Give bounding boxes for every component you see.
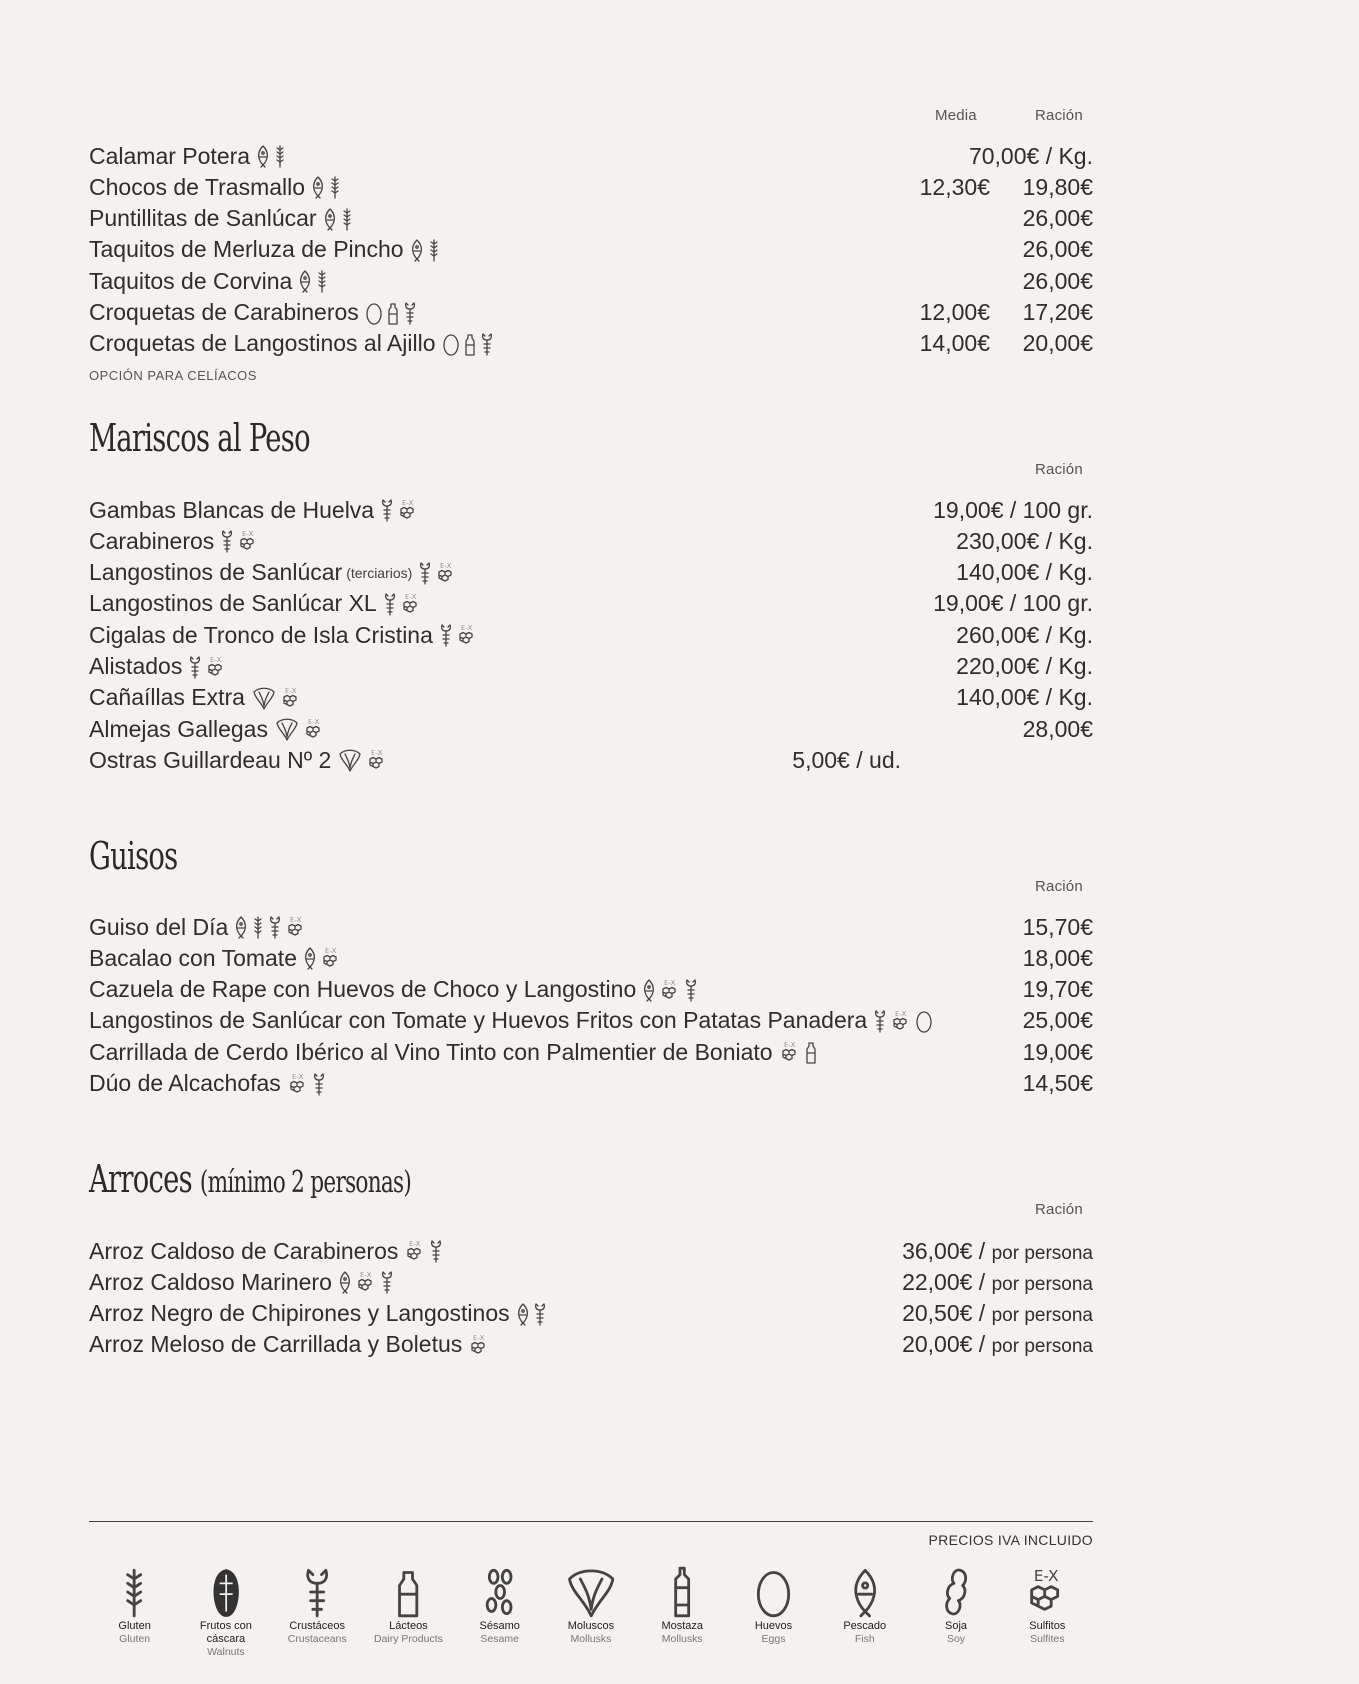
fish-icon xyxy=(234,915,248,939)
price-racion: 28,00€ xyxy=(1022,715,1093,742)
menu-item-name xyxy=(89,497,419,524)
item-name-text: Dúo de Alcachofas xyxy=(89,1070,281,1096)
svg-text:E-X: E-X xyxy=(290,916,302,924)
legend-label-es: Mostaza xyxy=(661,1620,704,1632)
price-unit: por persona xyxy=(991,1273,1093,1295)
legend-icon xyxy=(563,1560,619,1618)
legend-label-en: Gluten xyxy=(119,1633,151,1645)
price-racion: 26,00€ xyxy=(1022,236,1093,263)
svg-text:E-X: E-X xyxy=(307,718,320,727)
menu-item-name xyxy=(89,268,329,295)
legend-label-es: Sésamo xyxy=(479,1620,520,1632)
allergen-icons xyxy=(404,1239,443,1263)
allergen-icons xyxy=(234,915,307,939)
section-title-mariscos: Mariscos al Peso xyxy=(89,416,310,460)
menu-item-name xyxy=(89,976,698,1003)
allergen-icons xyxy=(311,175,342,199)
menu-item xyxy=(89,620,1093,650)
price-racion: 20,00€ xyxy=(1022,330,1093,357)
menu-item xyxy=(89,975,1093,1005)
menu-item-name xyxy=(89,622,478,649)
col-header-media: Media xyxy=(935,107,977,124)
allergen-icons xyxy=(298,269,329,293)
sulphite-icon xyxy=(779,1040,801,1064)
allergen-legend xyxy=(89,1560,1093,1659)
legend-icon xyxy=(211,1560,241,1618)
legend-label-es: Frutos con cáscara xyxy=(199,1620,252,1645)
menu-item-name xyxy=(89,1070,326,1097)
menu-item xyxy=(89,1299,1093,1329)
svg-text:E-X: E-X xyxy=(895,1009,907,1018)
item-name-text: Carrillada de Cerdo Ibérico al Vino Tinto con Palmentier de Boniato xyxy=(89,1038,773,1065)
milk-icon xyxy=(463,332,477,356)
item-name-text: Cañaíllas Extra xyxy=(89,684,245,711)
fish-icon xyxy=(298,269,312,293)
allergen-icons xyxy=(323,207,354,231)
item-name-text: Croquetas de Langostinos al Ajillo xyxy=(89,330,436,357)
legend-label-en: Walnuts xyxy=(207,1646,245,1658)
fish-icon xyxy=(256,144,270,168)
price-racion: 19,00€ / 100 gr. xyxy=(933,590,1093,617)
menu-item xyxy=(89,683,1093,713)
svg-text:E-X: E-X xyxy=(460,624,473,633)
item-name-text: Arroz Meloso de Carrillada y Boletus xyxy=(89,1331,463,1358)
allergen-icons xyxy=(383,592,422,616)
item-name-text: Ostras Guillardeau Nº 2 xyxy=(89,746,332,773)
menu-item-name xyxy=(89,528,259,555)
sulphite-icon xyxy=(435,561,457,585)
legend-item xyxy=(454,1560,545,1659)
egg-icon xyxy=(915,1009,933,1033)
crustacean-icon xyxy=(268,915,282,939)
menu-item-name xyxy=(89,914,307,941)
item-name-text: Langostinos de Sanlúcar xyxy=(89,559,343,586)
crustacean-icon xyxy=(403,301,417,325)
menu-item xyxy=(89,714,1093,744)
item-name-text: Langostinos de Sanlúcar XL xyxy=(89,590,377,617)
egg-icon xyxy=(442,332,460,356)
price-racion: 15,70€ xyxy=(1022,913,1093,940)
price-amount: 20,50€ / xyxy=(902,1300,992,1327)
legend-item xyxy=(272,1560,363,1659)
menu-item xyxy=(89,558,1093,588)
legend-icon xyxy=(850,1560,880,1618)
price-racion: 26,00€ xyxy=(1022,267,1093,294)
menu-item-name xyxy=(89,236,441,263)
menu-item xyxy=(89,589,1093,619)
legend-label-en: Dairy Products xyxy=(374,1633,443,1645)
legend-label-es: Moluscos xyxy=(567,1620,615,1632)
menu-item xyxy=(89,745,1093,775)
soy-icon xyxy=(941,1566,971,1618)
price-racion: 230,00€ / Kg. xyxy=(956,527,1093,554)
price-racion: 25,00€ xyxy=(1022,1007,1093,1034)
menu-item xyxy=(89,141,1093,171)
gluten-icon xyxy=(328,175,342,199)
item-name-text: Calamar Potera xyxy=(89,142,251,169)
svg-text:E-X: E-X xyxy=(284,686,297,695)
price-media: 14,00€ xyxy=(919,330,990,357)
crustacean-icon xyxy=(383,592,397,616)
legend-icon xyxy=(393,1560,423,1618)
legend-label-en: Fish xyxy=(854,1633,875,1645)
mollusk-icon xyxy=(251,686,277,710)
menu-item xyxy=(89,943,1093,973)
sulphite-icon xyxy=(404,1239,426,1263)
sulphite-icon xyxy=(400,592,422,616)
menu-item xyxy=(89,329,1093,359)
sulphite-icon xyxy=(890,1009,912,1033)
menu-item-name xyxy=(89,1039,818,1066)
fish-icon xyxy=(516,1302,530,1326)
crustacean-icon xyxy=(380,1270,394,1294)
mollusk-icon xyxy=(274,717,300,741)
sulphite-icon xyxy=(320,946,342,970)
allergen-icons xyxy=(642,978,698,1002)
legend-item xyxy=(819,1560,910,1659)
crustacean-icon xyxy=(439,623,453,647)
legend-label-es: Soja xyxy=(945,1620,968,1632)
menu-item-name xyxy=(89,590,422,617)
sulphite-icon xyxy=(397,498,419,522)
egg-icon xyxy=(754,1566,793,1618)
vat-note: PRECIOS IVA INCLUIDO xyxy=(928,1532,1093,1548)
fish-icon xyxy=(850,1566,880,1618)
col-header-racion: Ración xyxy=(1035,878,1083,895)
milk-icon xyxy=(386,301,400,325)
price-amount: 36,00€ / xyxy=(902,1237,992,1264)
price-media: 5,00€ / ud. xyxy=(792,746,901,773)
menu-item xyxy=(89,172,1093,202)
item-name-text: Chocos de Trasmallo xyxy=(89,173,306,200)
allergen-icons xyxy=(251,686,302,710)
menu-item-name xyxy=(89,330,494,357)
section-title-arroces xyxy=(89,1157,411,1201)
menu-item xyxy=(89,495,1093,525)
menu-item-name xyxy=(89,1007,933,1034)
legend-label-es: Sulfitos xyxy=(1029,1620,1066,1632)
menu-item xyxy=(89,652,1093,682)
allergen-icons xyxy=(418,561,457,585)
price-racion: 19,80€ xyxy=(1022,173,1093,200)
milk-icon xyxy=(393,1566,423,1618)
price-racion: 260,00€ / Kg. xyxy=(956,621,1093,648)
menu-item xyxy=(89,235,1093,265)
item-name-text: Arroz Caldoso de Carabineros xyxy=(89,1237,399,1264)
svg-text:E-X: E-X xyxy=(402,499,414,507)
crustacean-icon xyxy=(220,529,234,553)
allergen-icons xyxy=(380,498,419,522)
mollusk-icon xyxy=(563,1566,619,1618)
item-name-text: Bacalao con Tomate xyxy=(89,944,297,971)
menu-item-name xyxy=(89,299,417,326)
allergen-icons xyxy=(256,144,287,168)
mollusk-icon xyxy=(337,748,363,772)
menu-item xyxy=(89,1006,1093,1036)
menu-item xyxy=(89,298,1093,328)
legend-icon xyxy=(754,1560,793,1618)
gluten-icon xyxy=(340,207,354,231)
allergen-icons xyxy=(188,655,227,679)
menu-item xyxy=(89,1236,1093,1266)
legend-icon xyxy=(302,1560,332,1618)
gluten-icon xyxy=(119,1566,149,1618)
price-racion: 18,00€ xyxy=(1022,944,1093,971)
allergen-icons xyxy=(516,1302,547,1326)
allergen-icons xyxy=(220,529,259,553)
legend-icon xyxy=(119,1560,149,1618)
gluten-icon xyxy=(315,269,329,293)
svg-text:E-X: E-X xyxy=(1034,1567,1059,1586)
milk-icon xyxy=(804,1040,818,1064)
price-racion: 220,00€ / Kg. xyxy=(956,653,1093,679)
legend-label-es: Crustáceos xyxy=(289,1620,345,1632)
sesame-icon xyxy=(485,1566,515,1618)
price-racion: 17,20€ xyxy=(1022,299,1093,325)
price-racion: 19,70€ xyxy=(1022,976,1093,1003)
item-name-text: Almejas Gallegas xyxy=(89,715,268,742)
legend-item xyxy=(180,1560,271,1659)
crustacean-icon xyxy=(188,655,202,679)
col-header-racion: Ración xyxy=(1035,1201,1083,1218)
legend-label-en: Mollusks xyxy=(570,1633,612,1645)
sulphite-icon xyxy=(287,1072,309,1096)
egg-icon xyxy=(365,301,383,325)
price-unit: por persona xyxy=(991,1336,1093,1358)
menu-item-name xyxy=(89,747,388,774)
menu-item xyxy=(89,526,1093,556)
col-header-racion: Ración xyxy=(1035,461,1083,478)
menu-item-name xyxy=(89,1238,443,1265)
item-name-text: Arroz Negro de Chipirones y Langostinos xyxy=(89,1300,510,1327)
sulphite-icon xyxy=(1023,1566,1071,1618)
legend-label-es: Gluten xyxy=(118,1620,151,1632)
gluten-icon xyxy=(427,238,441,262)
section-title-guisos: Guisos xyxy=(89,834,178,878)
menu-item-name xyxy=(89,684,302,711)
legend-item xyxy=(910,1560,1001,1659)
arroces-title: Arroces xyxy=(89,1157,192,1201)
item-name-text: Taquitos de Corvina xyxy=(89,267,293,294)
price-racion: 70,00€ / Kg. xyxy=(968,142,1093,169)
crustacean-icon xyxy=(684,978,698,1002)
legend-label-es: Pescado xyxy=(843,1620,887,1632)
price-amount: 20,00€ / xyxy=(902,1331,992,1358)
sulphite-icon xyxy=(285,915,307,939)
svg-text:E-X: E-X xyxy=(359,1271,372,1280)
gluten-icon xyxy=(251,915,265,939)
price-racion: 26,00€ xyxy=(1022,205,1093,232)
menu-item-name xyxy=(89,1269,394,1296)
crustacean-icon xyxy=(533,1302,547,1326)
item-name-text: Arroz Caldoso Marinero xyxy=(89,1268,332,1295)
col-header-racion: Ración xyxy=(1035,107,1083,124)
menu-item xyxy=(89,1069,1093,1099)
allergen-icons xyxy=(442,332,494,356)
crustacean-icon xyxy=(380,498,394,522)
menu-item-name xyxy=(89,559,457,586)
price-unit: por persona xyxy=(991,1305,1093,1327)
legend-icon xyxy=(1023,1560,1071,1618)
svg-text:E-X: E-X xyxy=(210,655,222,664)
svg-text:E-X: E-X xyxy=(783,1041,795,1050)
crustacean-icon xyxy=(480,332,494,356)
gluten-icon xyxy=(273,144,287,168)
legend-icon xyxy=(667,1560,697,1618)
item-name-text: Alistados xyxy=(89,653,183,679)
price-racion: 14,50€ xyxy=(1022,1070,1093,1096)
menu-item xyxy=(89,1037,1093,1067)
svg-text:E-X: E-X xyxy=(440,561,452,570)
sulphite-icon xyxy=(355,1270,377,1294)
menu-item xyxy=(89,1330,1093,1360)
price-racion: 140,00€ / Kg. xyxy=(956,684,1093,711)
svg-text:E-X: E-X xyxy=(404,592,417,601)
price-media: 12,30€ xyxy=(919,173,990,200)
mustard-icon xyxy=(667,1566,697,1618)
walnut-icon xyxy=(211,1566,241,1618)
legend-label-en: Mollusks xyxy=(661,1633,703,1645)
sulphite-icon xyxy=(456,623,478,647)
sulphite-icon xyxy=(205,655,227,679)
price-media: 12,00€ xyxy=(919,299,990,325)
menu-item-name xyxy=(89,174,342,201)
legend-label-en: Crustaceans xyxy=(287,1633,347,1645)
fish-icon xyxy=(303,946,317,970)
menu-item-name xyxy=(89,716,325,743)
sulphite-icon xyxy=(303,717,325,741)
sulphite-icon xyxy=(237,529,259,553)
item-name-text: Guiso del Día xyxy=(89,913,229,940)
price-amount: 22,00€ / xyxy=(902,1268,992,1295)
legend-label-en: Soy xyxy=(946,1633,966,1645)
price-per-person xyxy=(902,1300,1093,1327)
legend-item xyxy=(363,1560,454,1659)
allergen-icons xyxy=(410,238,441,262)
sulphite-icon xyxy=(366,748,388,772)
allergen-icons xyxy=(274,717,325,741)
crustacean-icon xyxy=(418,561,432,585)
price-per-person xyxy=(902,1269,1093,1296)
menu-item-name xyxy=(89,1300,547,1327)
fish-icon xyxy=(410,238,424,262)
price-racion: 19,00€ / 100 gr. xyxy=(933,496,1093,523)
allergen-icons xyxy=(873,1009,933,1033)
price-unit: por persona xyxy=(991,1242,1093,1264)
menu-item-name xyxy=(89,653,227,680)
legend-item xyxy=(89,1560,180,1659)
legend-item xyxy=(1002,1560,1093,1659)
allergen-icons xyxy=(287,1072,326,1096)
allergen-icons xyxy=(337,748,388,772)
sulphite-icon xyxy=(280,686,302,710)
item-name-text: Taquitos de Merluza de Pincho xyxy=(89,236,404,263)
svg-text:E-X: E-X xyxy=(409,1240,421,1248)
fish-icon xyxy=(338,1270,352,1294)
legend-label-es: Huevos xyxy=(754,1620,793,1632)
svg-text:E-X: E-X xyxy=(325,947,337,956)
allergen-icons xyxy=(303,946,342,970)
menu-item xyxy=(89,912,1093,942)
crustacean-icon xyxy=(429,1239,443,1263)
arroces-subtitle: (mínimo 2 personas) xyxy=(199,1165,412,1200)
item-name-text: Croquetas de Carabineros xyxy=(89,299,359,325)
allergen-icons xyxy=(338,1270,394,1294)
price-per-person xyxy=(902,1238,1093,1265)
sulphite-icon xyxy=(659,978,681,1002)
allergen-icons xyxy=(365,301,417,325)
legend-item xyxy=(637,1560,728,1659)
legend-label-en: Sulfites xyxy=(1030,1633,1065,1645)
menu-item xyxy=(89,266,1093,296)
price-per-person xyxy=(902,1331,1093,1358)
item-name-text: Langostinos de Sanlúcar con Tomate y Huevos Fritos con Patatas Panadera xyxy=(89,1007,868,1034)
allergen-icons xyxy=(439,623,478,647)
footer-divider xyxy=(89,1521,1093,1522)
sulphite-icon xyxy=(468,1333,490,1357)
fish-icon xyxy=(323,207,337,231)
item-name-text: Gambas Blancas de Huelva xyxy=(89,496,375,523)
legend-item xyxy=(728,1560,819,1659)
menu-item xyxy=(89,204,1093,234)
svg-text:E-X: E-X xyxy=(664,978,676,987)
svg-text:E-X: E-X xyxy=(473,1333,485,1342)
legend-icon xyxy=(941,1560,971,1618)
legend-label-es: Lácteos xyxy=(389,1620,428,1632)
menu-item-name xyxy=(89,205,354,232)
allergen-icons xyxy=(468,1333,490,1357)
fish-icon xyxy=(311,175,325,199)
svg-text:E-X: E-X xyxy=(371,749,383,758)
legend-label-en: Eggs xyxy=(761,1633,786,1645)
celiac-note: OPCIÓN PARA CELÍACOS xyxy=(89,368,257,383)
item-name-text: Cigalas de Tronco de Isla Cristina xyxy=(89,621,433,648)
fish-icon xyxy=(642,978,656,1002)
crustacean-icon xyxy=(873,1009,887,1033)
legend-label-en: Sesame xyxy=(480,1633,519,1645)
menu-item-name xyxy=(89,143,287,170)
legend-item xyxy=(545,1560,636,1659)
item-name-text: Cazuela de Rape con Huevos de Choco y Langostino xyxy=(89,976,637,1003)
legend-icon xyxy=(485,1560,515,1618)
crustacean-icon xyxy=(302,1566,332,1618)
price-racion: 19,00€ xyxy=(1022,1038,1093,1065)
svg-text:E-X: E-X xyxy=(291,1072,304,1081)
crustacean-icon xyxy=(312,1072,326,1096)
item-name-text: Carabineros xyxy=(89,527,215,554)
item-note: (terciarios) xyxy=(346,564,413,581)
allergen-icons xyxy=(779,1040,818,1064)
svg-text:E-X: E-X xyxy=(242,530,254,539)
menu-item xyxy=(89,1267,1093,1297)
item-name-text: Puntillitas de Sanlúcar xyxy=(89,205,317,232)
menu-item-name xyxy=(89,1331,490,1358)
menu-item-name xyxy=(89,945,342,972)
price-racion: 140,00€ / Kg. xyxy=(956,559,1093,586)
